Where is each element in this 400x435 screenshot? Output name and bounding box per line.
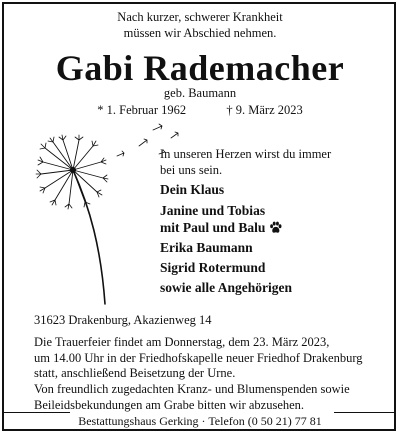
verse-line-1: In unseren Herzen wirst du immer xyxy=(160,147,332,161)
funeral-line-1: Die Trauerfeier findet am Donnerstag, dem 23. März 2023, xyxy=(34,335,330,349)
address: 31623 Drakenburg, Akazienweg 14 xyxy=(34,313,212,327)
death-date: † 9. März 2023 xyxy=(226,103,303,117)
funeral-line-2: um 14.00 Uhr in der Friedhofskapelle neuer Friedhof Drakenburg xyxy=(34,350,363,365)
deceased-name: Gabi Rademacher xyxy=(55,48,345,88)
intro-text xyxy=(0,9,400,41)
funeral-line-3: statt, anschließend Beisetzung der Urne. xyxy=(34,366,236,380)
mourner-3-row xyxy=(160,219,380,238)
verse-line-2: bei uns sein. xyxy=(160,163,223,177)
intro-line-2: müssen wir Abschied nehmen. xyxy=(123,26,277,40)
birth-name: geb. Baumann xyxy=(163,86,237,100)
mourner-1: Dein Klaus xyxy=(160,182,225,197)
funeral-info xyxy=(34,335,374,382)
donation-line-1: Von freundlich zugedachten Kranz- und Blumenspenden sowie xyxy=(34,382,350,396)
footer-rule-left xyxy=(4,412,70,413)
mourner-5: Sigrid Rotermund xyxy=(160,260,266,275)
mourner-6: sowie alle Angehörigen xyxy=(160,280,292,295)
life-dates xyxy=(0,103,400,118)
mourner-4: Erika Baumann xyxy=(160,240,253,255)
paw-print-icon xyxy=(269,221,282,238)
intro-line-1: Nach kurzer, schwerer Krankheit xyxy=(117,10,283,24)
footer-funeral-home: Bestattungshaus Gerking · Telefon (0 50 21) 77 81 xyxy=(78,414,322,428)
donation-info xyxy=(34,382,374,413)
mourner-3: mit Paul und Balu xyxy=(160,220,266,235)
verse-text xyxy=(160,146,380,178)
donation-line-2: Beileidsbekundungen am Grabe bitten wir abzusehen. xyxy=(34,397,305,412)
mourner-2: Janine und Tobias xyxy=(160,203,266,218)
birth-date: * 1. Februar 1962 xyxy=(97,103,187,117)
footer-rule-right xyxy=(334,412,394,413)
